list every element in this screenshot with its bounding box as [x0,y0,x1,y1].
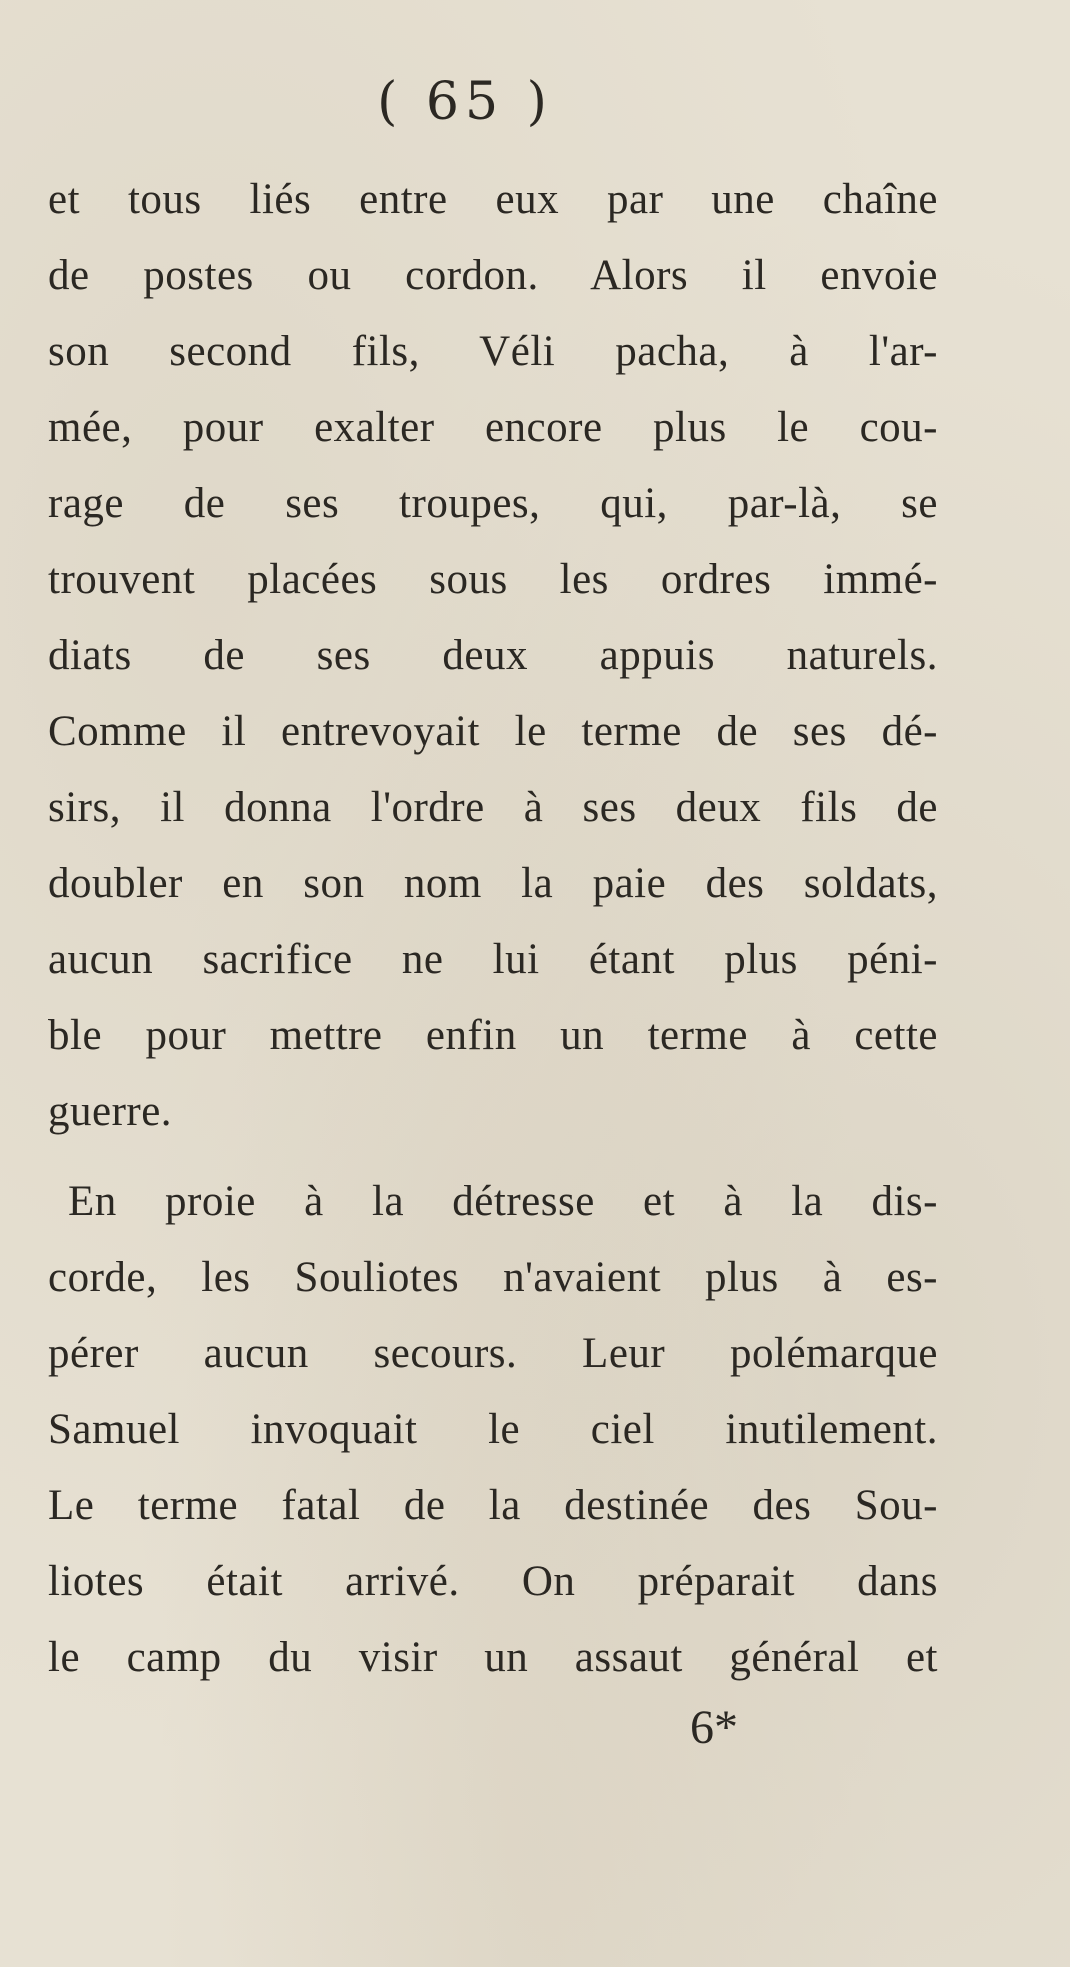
text-line: liotes était arrivé. On préparait dans [48,1558,938,1605]
body-text [48,162,938,1696]
text-line: doubler en son nom la paie des soldats, [48,860,938,907]
text-line: mée, pour exalter encore plus le cou- [48,404,938,451]
page-number: ( 65 ) [377,72,553,132]
text-line: diats de ses deux appuis naturels. [48,632,938,679]
text-line: aucun sacrifice ne lui étant plus péni- [48,936,938,983]
text-line: Le terme fatal de la destinée des Sou- [48,1482,938,1529]
text-line: Comme il entrevoyait le terme de ses dé- [48,708,938,755]
text-line: son second fils, Véli pacha, à l'ar- [48,328,938,375]
text-line: guerre. [48,1088,173,1135]
text-line: trouvent placées sous les ordres immé- [48,556,938,603]
text-line: sirs, il donna l'ordre à ses deux fils de [48,784,938,831]
text-line: corde, les Souliotes n'avaient plus à es- [48,1254,938,1301]
signature-mark: 6* [690,1701,738,1754]
text-line: pérer aucun secours. Leur polémarque [48,1330,938,1377]
paragraph-1 [48,162,938,1150]
text-line: et tous liés entre eux par une chaîne [48,176,938,223]
paragraph-gap [48,1150,938,1164]
text-line: En proie à la détresse et à la dis- [68,1178,938,1225]
text-line: de postes ou cordon. Alors il envoie [48,252,938,299]
text-line: le camp du visir un assaut général et [48,1634,938,1681]
paragraph-2 [48,1164,938,1696]
text-line: ble pour mettre enfin un terme à cette [48,1012,938,1059]
text-line: rage de ses troupes, qui, par-là, se [48,480,938,527]
text-line: Samuel invoquait le ciel inutilement. [48,1406,938,1453]
